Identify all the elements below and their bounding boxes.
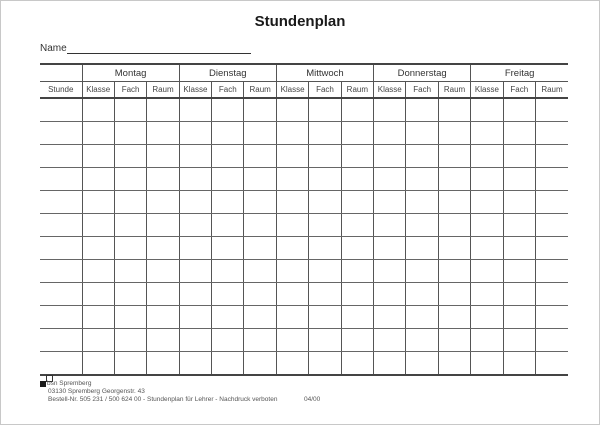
day-header-mittwoch: Mittwoch bbox=[276, 64, 373, 82]
fach-cell[interactable] bbox=[114, 214, 146, 237]
raum-cell[interactable] bbox=[341, 260, 373, 283]
klasse-cell[interactable] bbox=[471, 168, 503, 191]
raum-header: Raum bbox=[536, 82, 568, 99]
klasse-cell[interactable] bbox=[179, 306, 211, 329]
fach-cell[interactable] bbox=[114, 168, 146, 191]
fach-cell[interactable] bbox=[212, 122, 244, 145]
klasse-cell[interactable] bbox=[179, 122, 211, 145]
klasse-cell[interactable] bbox=[471, 191, 503, 214]
fach-cell[interactable] bbox=[309, 191, 341, 214]
klasse-cell[interactable] bbox=[374, 329, 406, 352]
stunde-cell[interactable] bbox=[40, 191, 82, 214]
fach-cell[interactable] bbox=[114, 352, 146, 376]
klasse-cell[interactable] bbox=[82, 352, 114, 376]
klasse-cell[interactable] bbox=[82, 122, 114, 145]
fach-cell[interactable] bbox=[503, 352, 535, 376]
klasse-cell[interactable] bbox=[276, 168, 308, 191]
fach-header: Fach bbox=[503, 82, 535, 99]
fach-cell[interactable] bbox=[309, 145, 341, 168]
raum-cell[interactable] bbox=[438, 352, 470, 376]
timetable bbox=[40, 63, 568, 376]
fach-header: Fach bbox=[406, 82, 438, 99]
table-row bbox=[40, 98, 568, 122]
fach-cell[interactable] bbox=[406, 145, 438, 168]
footer-company: bsn Spremberg bbox=[47, 380, 92, 387]
klasse-cell[interactable] bbox=[276, 191, 308, 214]
fach-header: Fach bbox=[114, 82, 146, 99]
klasse-cell[interactable] bbox=[179, 329, 211, 352]
fach-cell[interactable] bbox=[309, 122, 341, 145]
raum-cell[interactable] bbox=[341, 191, 373, 214]
raum-cell[interactable] bbox=[341, 352, 373, 376]
fach-cell[interactable] bbox=[212, 260, 244, 283]
fach-cell[interactable] bbox=[406, 214, 438, 237]
raum-cell[interactable] bbox=[438, 260, 470, 283]
sub-header-row bbox=[40, 82, 568, 99]
raum-cell[interactable] bbox=[147, 306, 179, 329]
table-row bbox=[40, 352, 568, 376]
fach-cell[interactable] bbox=[114, 98, 146, 122]
fach-cell[interactable] bbox=[503, 145, 535, 168]
klasse-cell[interactable] bbox=[374, 214, 406, 237]
klasse-cell[interactable] bbox=[179, 283, 211, 306]
fach-cell[interactable] bbox=[503, 214, 535, 237]
raum-cell[interactable] bbox=[438, 168, 470, 191]
klasse-cell[interactable] bbox=[179, 98, 211, 122]
klasse-cell[interactable] bbox=[276, 352, 308, 376]
name-field-line[interactable] bbox=[67, 53, 251, 54]
klasse-cell[interactable] bbox=[276, 260, 308, 283]
klasse-header: Klasse bbox=[471, 82, 503, 99]
stunde-cell[interactable] bbox=[40, 122, 82, 145]
stunde-cell[interactable] bbox=[40, 329, 82, 352]
klasse-cell[interactable] bbox=[471, 283, 503, 306]
raum-cell[interactable] bbox=[438, 237, 470, 260]
blank-header-cell bbox=[40, 64, 82, 82]
klasse-cell[interactable] bbox=[471, 122, 503, 145]
table-row bbox=[40, 168, 568, 191]
raum-cell[interactable] bbox=[147, 214, 179, 237]
raum-cell[interactable] bbox=[244, 237, 276, 260]
stunde-cell[interactable] bbox=[40, 237, 82, 260]
raum-cell[interactable] bbox=[341, 145, 373, 168]
klasse-cell[interactable] bbox=[179, 145, 211, 168]
raum-cell[interactable] bbox=[438, 98, 470, 122]
raum-cell[interactable] bbox=[536, 122, 568, 145]
raum-cell[interactable] bbox=[147, 98, 179, 122]
klasse-cell[interactable] bbox=[374, 237, 406, 260]
raum-cell[interactable] bbox=[147, 122, 179, 145]
day-header-montag: Montag bbox=[82, 64, 179, 82]
raum-header: Raum bbox=[341, 82, 373, 99]
fach-cell[interactable] bbox=[406, 260, 438, 283]
fach-cell[interactable] bbox=[114, 260, 146, 283]
klasse-cell[interactable] bbox=[276, 237, 308, 260]
fach-cell[interactable] bbox=[309, 98, 341, 122]
klasse-cell[interactable] bbox=[471, 145, 503, 168]
table-row bbox=[40, 237, 568, 260]
fach-cell[interactable] bbox=[212, 237, 244, 260]
raum-cell[interactable] bbox=[341, 306, 373, 329]
raum-cell[interactable] bbox=[341, 168, 373, 191]
raum-cell[interactable] bbox=[244, 260, 276, 283]
klasse-cell[interactable] bbox=[276, 98, 308, 122]
fach-cell[interactable] bbox=[406, 237, 438, 260]
raum-cell[interactable] bbox=[341, 237, 373, 260]
klasse-cell[interactable] bbox=[179, 191, 211, 214]
fach-cell[interactable] bbox=[309, 329, 341, 352]
raum-cell[interactable] bbox=[244, 122, 276, 145]
fach-cell[interactable] bbox=[309, 260, 341, 283]
raum-cell[interactable] bbox=[536, 237, 568, 260]
klasse-cell[interactable] bbox=[374, 306, 406, 329]
klasse-cell[interactable] bbox=[179, 237, 211, 260]
fach-cell[interactable] bbox=[503, 98, 535, 122]
fach-cell[interactable] bbox=[212, 329, 244, 352]
fach-cell[interactable] bbox=[212, 283, 244, 306]
fach-cell[interactable] bbox=[212, 306, 244, 329]
raum-cell[interactable] bbox=[536, 98, 568, 122]
timetable-body bbox=[40, 98, 568, 375]
klasse-cell[interactable] bbox=[374, 283, 406, 306]
fach-cell[interactable] bbox=[406, 306, 438, 329]
raum-cell[interactable] bbox=[147, 352, 179, 376]
raum-cell[interactable] bbox=[244, 191, 276, 214]
raum-cell[interactable] bbox=[244, 214, 276, 237]
klasse-cell[interactable] bbox=[276, 122, 308, 145]
klasse-cell[interactable] bbox=[276, 329, 308, 352]
day-header-dienstag: Dienstag bbox=[179, 64, 276, 82]
fach-cell[interactable] bbox=[406, 329, 438, 352]
fach-cell[interactable] bbox=[503, 329, 535, 352]
fach-cell[interactable] bbox=[309, 352, 341, 376]
klasse-cell[interactable] bbox=[179, 214, 211, 237]
raum-cell[interactable] bbox=[244, 352, 276, 376]
stunde-cell[interactable] bbox=[40, 283, 82, 306]
fach-cell[interactable] bbox=[503, 306, 535, 329]
fach-cell[interactable] bbox=[309, 214, 341, 237]
klasse-cell[interactable] bbox=[471, 260, 503, 283]
raum-cell[interactable] bbox=[438, 329, 470, 352]
fach-cell[interactable] bbox=[503, 122, 535, 145]
raum-cell[interactable] bbox=[341, 214, 373, 237]
raum-cell[interactable] bbox=[147, 145, 179, 168]
raum-cell[interactable] bbox=[536, 168, 568, 191]
raum-header: Raum bbox=[438, 82, 470, 99]
raum-cell[interactable] bbox=[147, 237, 179, 260]
klasse-cell[interactable] bbox=[471, 214, 503, 237]
klasse-header: Klasse bbox=[179, 82, 211, 99]
raum-cell[interactable] bbox=[147, 191, 179, 214]
table-row bbox=[40, 214, 568, 237]
klasse-cell[interactable] bbox=[276, 306, 308, 329]
raum-cell[interactable] bbox=[244, 329, 276, 352]
klasse-cell[interactable] bbox=[82, 283, 114, 306]
raum-cell[interactable] bbox=[536, 214, 568, 237]
stunde-cell[interactable] bbox=[40, 98, 82, 122]
stunde-cell[interactable] bbox=[40, 260, 82, 283]
fach-cell[interactable] bbox=[212, 145, 244, 168]
klasse-cell[interactable] bbox=[374, 191, 406, 214]
raum-header: Raum bbox=[244, 82, 276, 99]
raum-cell[interactable] bbox=[438, 214, 470, 237]
klasse-cell[interactable] bbox=[82, 306, 114, 329]
raum-cell[interactable] bbox=[536, 306, 568, 329]
table-row bbox=[40, 260, 568, 283]
raum-cell[interactable] bbox=[536, 260, 568, 283]
klasse-cell[interactable] bbox=[471, 352, 503, 376]
klasse-cell[interactable] bbox=[471, 329, 503, 352]
table-row bbox=[40, 191, 568, 214]
raum-cell[interactable] bbox=[438, 306, 470, 329]
klasse-cell[interactable] bbox=[82, 145, 114, 168]
klasse-cell[interactable] bbox=[82, 260, 114, 283]
klasse-cell[interactable] bbox=[471, 98, 503, 122]
table-row bbox=[40, 329, 568, 352]
fach-cell[interactable] bbox=[503, 168, 535, 191]
raum-cell[interactable] bbox=[438, 145, 470, 168]
fach-cell[interactable] bbox=[503, 283, 535, 306]
page-title: Stundenplan bbox=[254, 13, 346, 30]
klasse-header: Klasse bbox=[276, 82, 308, 99]
raum-cell[interactable] bbox=[244, 98, 276, 122]
fach-cell[interactable] bbox=[309, 237, 341, 260]
raum-cell[interactable] bbox=[438, 283, 470, 306]
klasse-cell[interactable] bbox=[276, 283, 308, 306]
day-header-donnerstag: Donnerstag bbox=[374, 64, 471, 82]
raum-cell[interactable] bbox=[438, 191, 470, 214]
fach-cell[interactable] bbox=[503, 237, 535, 260]
name-label: Name bbox=[40, 43, 67, 54]
klasse-cell[interactable] bbox=[82, 191, 114, 214]
klasse-cell[interactable] bbox=[471, 237, 503, 260]
klasse-cell[interactable] bbox=[82, 168, 114, 191]
table-row bbox=[40, 145, 568, 168]
raum-cell[interactable] bbox=[147, 168, 179, 191]
klasse-header: Klasse bbox=[374, 82, 406, 99]
stunde-cell[interactable] bbox=[40, 168, 82, 191]
klasse-cell[interactable] bbox=[82, 329, 114, 352]
raum-cell[interactable] bbox=[147, 260, 179, 283]
raum-cell[interactable] bbox=[341, 98, 373, 122]
fach-cell[interactable] bbox=[309, 168, 341, 191]
klasse-cell[interactable] bbox=[179, 168, 211, 191]
fach-cell[interactable] bbox=[212, 168, 244, 191]
fach-header: Fach bbox=[309, 82, 341, 99]
klasse-cell[interactable] bbox=[374, 122, 406, 145]
stunde-cell[interactable] bbox=[40, 306, 82, 329]
fach-cell[interactable] bbox=[114, 122, 146, 145]
klasse-cell[interactable] bbox=[179, 260, 211, 283]
klasse-cell[interactable] bbox=[374, 260, 406, 283]
klasse-cell[interactable] bbox=[82, 214, 114, 237]
klasse-cell[interactable] bbox=[374, 352, 406, 376]
fach-cell[interactable] bbox=[114, 306, 146, 329]
fach-cell[interactable] bbox=[114, 145, 146, 168]
klasse-cell[interactable] bbox=[374, 98, 406, 122]
fach-cell[interactable] bbox=[406, 283, 438, 306]
fach-header: Fach bbox=[212, 82, 244, 99]
footer-code: 04/00 bbox=[304, 396, 321, 403]
raum-cell[interactable] bbox=[341, 329, 373, 352]
raum-cell[interactable] bbox=[147, 283, 179, 306]
day-header-freitag: Freitag bbox=[471, 64, 568, 82]
raum-cell[interactable] bbox=[536, 329, 568, 352]
raum-cell[interactable] bbox=[341, 283, 373, 306]
fach-cell[interactable] bbox=[212, 98, 244, 122]
fach-cell[interactable] bbox=[309, 306, 341, 329]
klasse-cell[interactable] bbox=[276, 214, 308, 237]
fach-cell[interactable] bbox=[503, 260, 535, 283]
raum-cell[interactable] bbox=[536, 352, 568, 376]
klasse-cell[interactable] bbox=[276, 145, 308, 168]
raum-cell[interactable] bbox=[341, 122, 373, 145]
raum-cell[interactable] bbox=[536, 145, 568, 168]
fach-cell[interactable] bbox=[406, 191, 438, 214]
fach-cell[interactable] bbox=[114, 283, 146, 306]
raum-cell[interactable] bbox=[438, 122, 470, 145]
raum-cell[interactable] bbox=[244, 283, 276, 306]
raum-cell[interactable] bbox=[536, 283, 568, 306]
fach-cell[interactable] bbox=[114, 329, 146, 352]
raum-cell[interactable] bbox=[244, 168, 276, 191]
klasse-cell[interactable] bbox=[82, 237, 114, 260]
raum-cell[interactable] bbox=[244, 145, 276, 168]
raum-cell[interactable] bbox=[244, 306, 276, 329]
table-row bbox=[40, 122, 568, 145]
klasse-cell[interactable] bbox=[374, 145, 406, 168]
logo-filled-square-icon bbox=[40, 381, 46, 387]
klasse-cell[interactable] bbox=[179, 352, 211, 376]
raum-cell[interactable] bbox=[147, 329, 179, 352]
stunde-cell[interactable] bbox=[40, 214, 82, 237]
footer-order-line: Bestell-Nr. 505 231 / 500 624 00 - Stundenplan für Lehrer - Nachdruck verboten bbox=[48, 396, 278, 403]
stunde-header: Stunde bbox=[40, 82, 82, 99]
fach-cell[interactable] bbox=[406, 122, 438, 145]
raum-header: Raum bbox=[147, 82, 179, 99]
fach-cell[interactable] bbox=[212, 191, 244, 214]
klasse-cell[interactable] bbox=[82, 98, 114, 122]
fach-cell[interactable] bbox=[406, 352, 438, 376]
fach-cell[interactable] bbox=[406, 168, 438, 191]
klasse-cell[interactable] bbox=[471, 306, 503, 329]
klasse-header: Klasse bbox=[82, 82, 114, 99]
table-row bbox=[40, 306, 568, 329]
stunde-cell[interactable] bbox=[40, 352, 82, 376]
fach-cell[interactable] bbox=[503, 191, 535, 214]
fach-cell[interactable] bbox=[114, 191, 146, 214]
footer-address: 03130 Spremberg Georgenstr. 43 bbox=[48, 388, 145, 395]
raum-cell[interactable] bbox=[536, 191, 568, 214]
fach-cell[interactable] bbox=[212, 214, 244, 237]
fach-cell[interactable] bbox=[309, 283, 341, 306]
klasse-cell[interactable] bbox=[374, 168, 406, 191]
fach-cell[interactable] bbox=[114, 237, 146, 260]
fach-cell[interactable] bbox=[212, 352, 244, 376]
table-row bbox=[40, 283, 568, 306]
day-header-row bbox=[40, 64, 568, 82]
stunde-cell[interactable] bbox=[40, 145, 82, 168]
fach-cell[interactable] bbox=[406, 98, 438, 122]
